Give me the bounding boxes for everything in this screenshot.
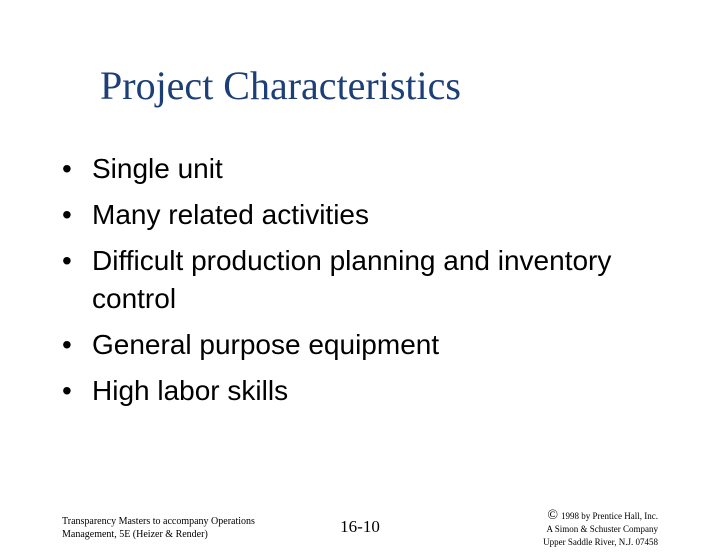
slide-title: Project Characteristics bbox=[100, 63, 461, 108]
copyright-text: 1998 by Prentice Hall, Inc. bbox=[561, 511, 658, 521]
bullet-text: Many related activities bbox=[92, 199, 370, 230]
copyright-icon: © bbox=[547, 508, 559, 523]
footer-source bbox=[62, 515, 255, 541]
company-line: A Simon & Schuster Company bbox=[546, 524, 658, 534]
bullet-icon: • bbox=[62, 329, 72, 360]
bullet-text: Single unit bbox=[92, 153, 223, 184]
footer-copyright bbox=[543, 509, 658, 549]
bullet-item bbox=[60, 150, 620, 188]
bullet-item bbox=[60, 326, 620, 364]
copyright-line bbox=[543, 509, 658, 523]
bullet-item bbox=[60, 242, 620, 318]
footer-source-line2: Management, 5E (Heizer & Render) bbox=[62, 529, 208, 540]
bullet-icon: • bbox=[62, 375, 72, 406]
bullet-icon: • bbox=[62, 245, 72, 276]
bullet-icon: • bbox=[62, 199, 72, 230]
bullet-item bbox=[60, 196, 620, 234]
bullet-icon: • bbox=[62, 153, 72, 184]
bullet-text: General purpose equipment bbox=[92, 329, 440, 360]
bullet-text: High labor skills bbox=[92, 375, 289, 406]
address-line: Upper Saddle River, N.J. 07458 bbox=[543, 537, 658, 547]
footer-source-line1: Transparency Masters to accompany Operations bbox=[62, 516, 255, 527]
bullet-item bbox=[60, 372, 620, 410]
bullet-text: Difficult production planning and inventory control bbox=[92, 245, 612, 314]
page-number: 16-10 bbox=[340, 517, 380, 536]
bullet-list bbox=[60, 150, 620, 418]
